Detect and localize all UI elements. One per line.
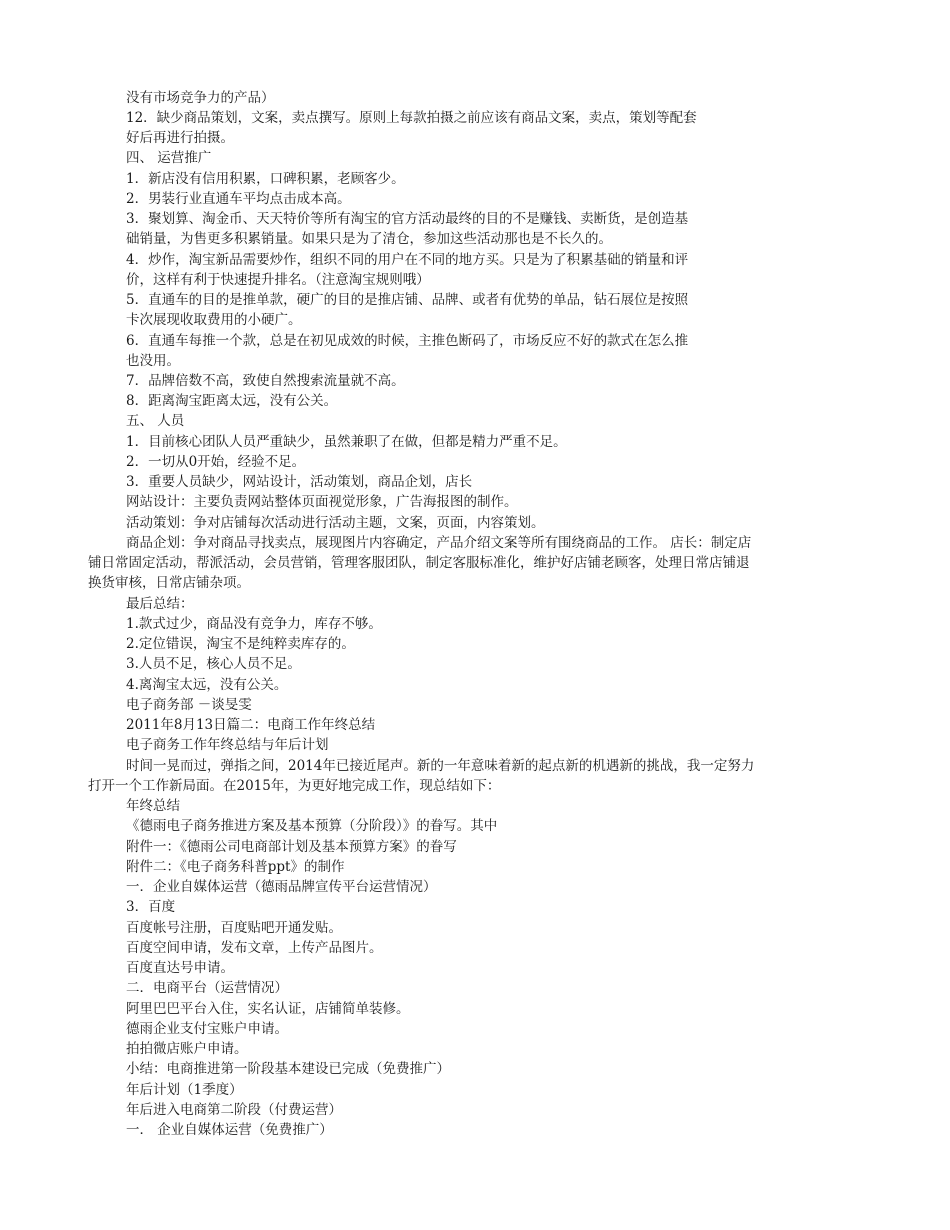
text-line: 附件二：《电子商务科普ppt》的制作 bbox=[126, 859, 345, 875]
section-heading: 四、 运营推广 bbox=[126, 150, 212, 166]
text-line: 附件一：《德雨公司电商部计划及基本预算方案》的眷写 bbox=[126, 839, 457, 855]
text-line: 好后再进行拍摄。 bbox=[126, 130, 234, 146]
text-line: 百度空间申请，发布文章，上传产品图片。 bbox=[126, 940, 383, 956]
signature-line: 电子商务部 －谈旻雯 bbox=[126, 697, 252, 713]
text-line: 年后进入电商第二阶段（付费运营） bbox=[126, 1102, 342, 1118]
text-line: 7．品牌倍数不高，致使自然搜索流量就不高。 bbox=[126, 373, 405, 389]
text-line: 活动策划：争对店铺每次活动进行活动主题，文案，页面，内容策划。 bbox=[126, 515, 545, 531]
text-line: 2．男装行业直通车平均点击成本高。 bbox=[126, 191, 351, 207]
section-heading: 年后计划（1季度） bbox=[126, 1082, 243, 1098]
document-title: 电子商务工作年终总结与年后计划 bbox=[126, 737, 329, 753]
text-line: 没有市场竞争力的产品） bbox=[126, 90, 275, 106]
text-line: 小结：电商推进第一阶段基本建设已完成（免费推广） bbox=[126, 1061, 450, 1077]
text-line: 6．直通车每推一个款，总是在初见成效的时候，主推色断码了，市场反应不好的款式在怎么推 bbox=[126, 333, 689, 349]
text-line: 3．百度 bbox=[126, 899, 176, 915]
text-line: 网站设计：主要负责网站整体页面视觉形象，广告海报图的制作。 bbox=[126, 494, 518, 510]
text-line: 2011年8月13日篇二：电商工作年终总结 bbox=[126, 717, 376, 733]
text-line: 换货审核，日常店铺杂项。 bbox=[88, 575, 250, 591]
text-line: 3．聚划算、淘金币、天天特价等所有淘宝的官方活动最终的目的不是赚钱、卖断货，是创造基 bbox=[126, 211, 689, 227]
text-line: 百度直达号申请。 bbox=[126, 960, 234, 976]
text-line: 2．一切从0开始，经验不足。 bbox=[126, 454, 306, 470]
text-line: 价，这样有利于快速提升排名。（注意淘宝规则哦） bbox=[126, 272, 430, 288]
section-heading: 五、 人员 bbox=[126, 413, 185, 429]
text-line: 德雨企业支付宝账户申请。 bbox=[126, 1021, 288, 1037]
text-line: 5．直通车的目的是推单款，硬广的目的是推店铺、品牌、或者有优势的单品，钻石展位是按照 bbox=[126, 292, 689, 308]
text-line: 3.人员不足，核心人员不足。 bbox=[126, 656, 301, 672]
text-line: 1.款式过少，商品没有竞争力，库存不够。 bbox=[126, 616, 382, 632]
text-line: 4.离淘宝太远，没有公关。 bbox=[126, 677, 288, 693]
text-line: 3．重要人员缺少，网站设计，活动策划，商品企划，店长 bbox=[126, 474, 473, 490]
text-line: 时间一晃而过，弹指之间，2014年已接近尾声。新的一年意味着新的起点新的机遇新的挑战，我一定努力 bbox=[126, 758, 755, 774]
text-line: 商品企划：争对商品寻找卖点，展现图片内容确定，产品介绍文案等所有围绕商品的工作。 店长：制定店 bbox=[126, 535, 752, 551]
text-line: 卡次展现收取费用的小硬广。 bbox=[126, 312, 302, 328]
text-line: 1．新店没有信用积累，口碑积累，老顾客少。 bbox=[126, 171, 405, 187]
text-line: 1．目前核心团队人员严重缺少，虽然兼职了在做，但都是精力严重不足。 bbox=[126, 434, 567, 450]
text-line: 也没用。 bbox=[126, 353, 180, 369]
text-line: 百度帐号注册，百度贴吧开通发贴。 bbox=[126, 920, 342, 936]
text-line: 铺日常固定活动，帮派活动，会员营销，管理客服团队，制定客服标准化，维护好店铺老顾客，处理日常店铺退 bbox=[88, 555, 750, 571]
section-heading: 一． 企业自媒体运营（免费推广） bbox=[126, 1122, 333, 1138]
section-heading: 二．电商平台（运营情况） bbox=[126, 980, 288, 996]
text-line: 础销量，为售更多积累销量。如果只是为了清仓，参加这些活动那也是不长久的。 bbox=[126, 231, 612, 247]
section-heading: 年终总结 bbox=[126, 798, 180, 814]
text-line: 8．距离淘宝距离太远，没有公关。 bbox=[126, 393, 338, 409]
text-line: 打开一个工作新局面。在2015年，为更好地完成工作，现总结如下： bbox=[88, 778, 501, 794]
section-heading: 一．企业自媒体运营（德雨品牌宣传平台运营情况） bbox=[126, 879, 437, 895]
text-line: 《德雨电子商务推进方案及基本预算（分阶段）》的眷写。其中 bbox=[126, 818, 498, 834]
text-line: 2.定位错误，淘宝不是纯粹卖库存的。 bbox=[126, 636, 355, 652]
text-line: 拍拍微店账户申请。 bbox=[126, 1041, 248, 1057]
text-line: 阿里巴巴平台入住，实名认证，店铺简单装修。 bbox=[126, 1001, 410, 1017]
section-heading: 最后总结： bbox=[126, 596, 194, 612]
text-line: 4．炒作，淘宝新品需要炒作，组织不同的用户在不同的地方买。只是为了积累基础的销量和评 bbox=[126, 252, 689, 268]
text-line: 12．缺少商品策划，文案，卖点撰写。原则上每款拍摄之前应该有商品文案，卖点，策划等配套 bbox=[126, 110, 697, 126]
